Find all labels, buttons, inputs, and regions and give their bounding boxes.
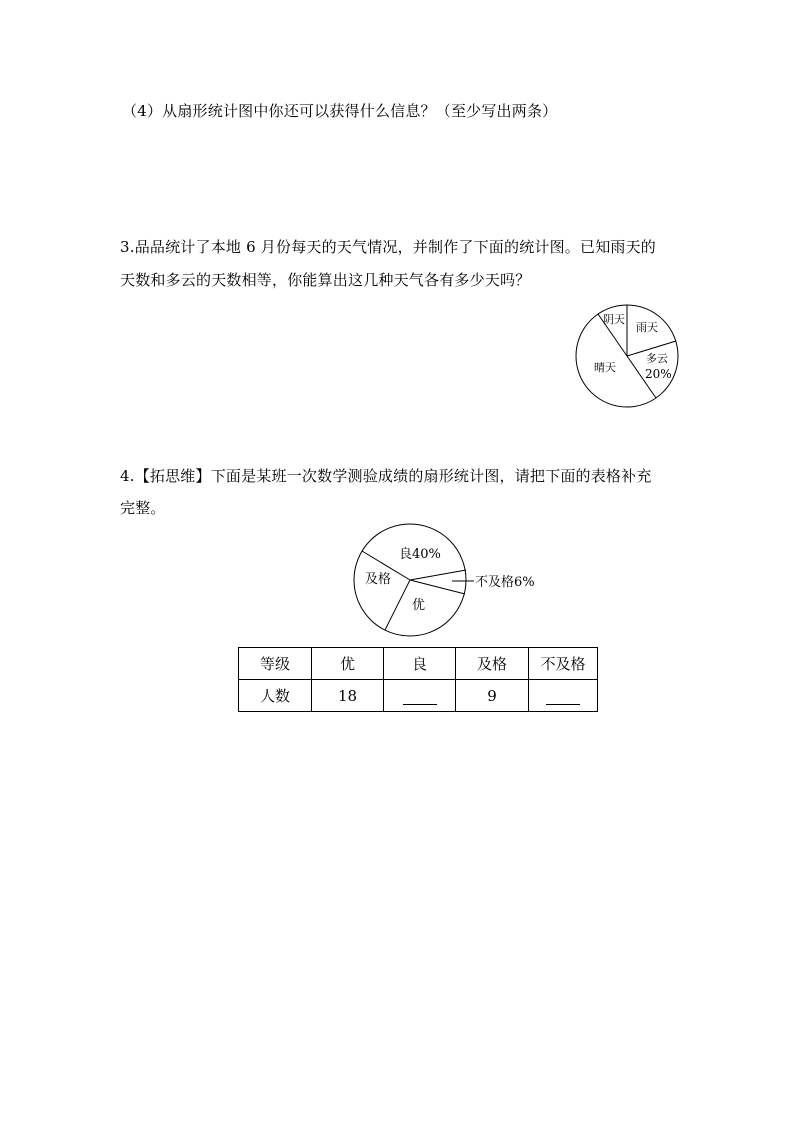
weather-label-rain: 雨天	[636, 321, 658, 334]
grade-table-count-good[interactable]	[384, 680, 456, 712]
grade-table-header-fail: 不及格	[529, 648, 598, 680]
grade-table-header-row	[239, 648, 598, 680]
grade-table-count-pass: 9	[456, 680, 529, 712]
weather-label-overcast: 阴天	[603, 313, 625, 326]
grade-table-header-excellent: 优	[312, 648, 384, 680]
grade-table	[238, 647, 598, 712]
grade-label-pass: 及格	[365, 572, 392, 587]
grade-divider-excellent-fail	[410, 580, 465, 594]
question-4-line-2: 完整。	[120, 499, 166, 517]
grade-table-count-row	[239, 680, 598, 712]
question-4-line-1: 4.【拓思维】下面是某班一次数学测验成绩的扇形统计图，请把下面的表格补充	[120, 467, 652, 485]
blank-answer-fail[interactable]	[546, 688, 580, 705]
question-2-4: （4）从扇形统计图中你还可以获得什么信息？（至少写出两条）	[122, 102, 558, 120]
grade-divider-pass-excellent	[385, 580, 410, 630]
blank-answer-good[interactable]	[403, 688, 437, 705]
grade-label-excellent: 优	[412, 598, 426, 613]
weather-label-cloudy-pct: 20%	[645, 367, 672, 381]
question-3-line-1: 3.品品统计了本地 6 月份每天的天气情况，并制作了下面的统计图。已知雨天的	[120, 238, 656, 256]
grade-label-fail: 不及格6%	[475, 575, 535, 590]
weather-label-sunny: 晴天	[594, 361, 616, 374]
grade-table-count-excellent: 18	[312, 680, 384, 712]
grade-table-header-pass: 及格	[456, 648, 529, 680]
grade-divider-fail-good	[410, 570, 466, 580]
grade-table-header-good: 良	[384, 648, 456, 680]
question-3-line-2: 天数和多云的天数相等，你能算出这几种天气各有多少天吗？	[120, 271, 531, 289]
grade-label-good: 良40%	[399, 547, 441, 562]
grade-table-count-fail[interactable]	[529, 680, 598, 712]
weather-label-cloudy: 多云	[646, 352, 668, 365]
grade-table-row-label: 人数	[239, 680, 312, 712]
grade-table-header-level: 等级	[239, 648, 312, 680]
